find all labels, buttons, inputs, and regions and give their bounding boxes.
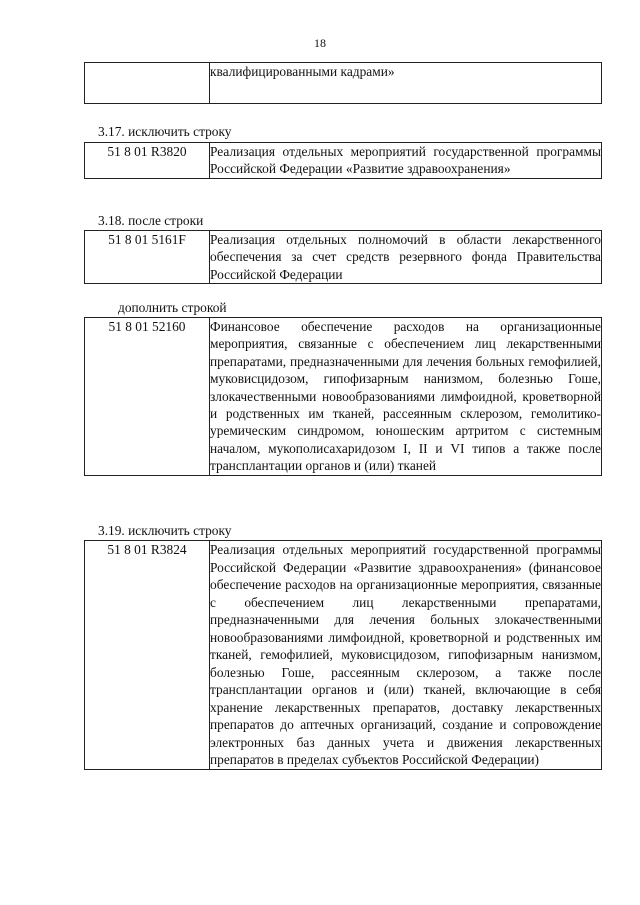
description-cell: квалифицированными кадрами»: [210, 63, 602, 104]
description-cell: Реализация отдельных мероприятий государственной программы Российской Федерации «Развитие здравоохранения» (финансовое обеспечение расходов на организационные мероприятия, связанные с обеспечением лиц лекарственными препаратами, предназначенными для лечения больных злокачественными новообразованиями лимфоидной, кроветворной и родственных им тканей, гемофилией, муковисцидозом, гипофизарным нанизмом, болезнью Гоше, рассеянным склерозом, а также после трансплантации органов и (или) тканей, включающие в себя хранение лекарственных препаратов, доставку лекарственных препаратов до аптечных организаций, создание и сопровождение электронных баз данных учета и движения лекарственных препаратов в пределах субъектов Российской Федерации): [210, 542, 601, 767]
table-row: [85, 143, 602, 179]
table-3-19: [84, 540, 602, 770]
page-number: 18: [314, 36, 326, 50]
section-heading-3-17: 3.17. исключить строку: [98, 124, 232, 139]
table-row: [85, 318, 602, 476]
description-cell: Реализация отдельных полномочий в области лекарственного обеспечения за счет средств резервного фонда Правительства Российской Федерации: [210, 232, 601, 282]
table-row: [85, 541, 602, 770]
section-heading-3-19: 3.19. исключить строку: [98, 523, 232, 538]
table-3-18: [84, 230, 602, 284]
code-cell: [85, 63, 210, 104]
table-row: [85, 63, 602, 104]
description-cell: Финансовое обеспечение расходов на организационные мероприятия, связанные с обеспечением лиц лекарственными препаратами, предназначенными для лечения больных гемофилией, муковисцидозом, гипофизарным нанизмом, болезнью Гоше, злокачественными новообразованиями лимфоидной, кроветворной и родственных им тканей, рассеянным склерозом, гемолитико-уремическим синдромом, юношеским артритом с системным началом, мукополисахаридозом I, II и VI типов а также после трансплантации органов и (или) тканей: [210, 319, 601, 474]
code-cell: 51 8 01 R3824: [85, 541, 210, 770]
section-heading-3-18: 3.18. после строки: [98, 213, 204, 228]
code-cell: 51 8 01 52160: [85, 318, 210, 476]
table-row: [85, 231, 602, 284]
code-cell: 51 8 01 5161F: [85, 231, 210, 284]
table-3-17: [84, 142, 602, 179]
section-heading-add: дополнить строкой: [118, 300, 227, 315]
description-cell: Реализация отдельных мероприятий государственной программы Российской Федерации «Развитие здравоохранения»: [210, 144, 601, 177]
table-add: [84, 317, 602, 476]
carryover-table: [84, 62, 602, 104]
code-cell: 51 8 01 R3820: [85, 143, 210, 179]
